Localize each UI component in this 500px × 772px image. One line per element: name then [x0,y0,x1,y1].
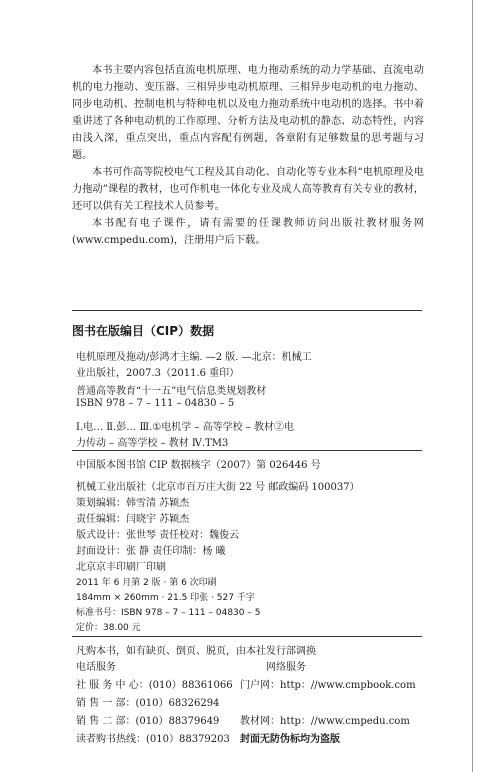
isbn-line: 标准书号：ISBN 978 – 7 – 111 – 04830 – 5 [76,608,261,618]
summary-paragraph-3: 本书配有电子课件，请有需要的任课教师访问出版社教材服务网(www.cmpedu.com)，注册用户后下载。 [72,218,424,246]
price-line: 定价：38.00 元 [76,623,141,633]
cip-bottom-divider [72,450,422,451]
layout-design-line: 版式设计：张世琴 责任校对：魏俊云 [76,530,240,541]
cip-line-5: Ⅰ.电… Ⅱ.彭… Ⅲ.①电机学 – 高等学校 – 教材②电 [76,422,294,433]
cip-line-1: 电机原理及拖动/彭鸿才主编. —2 版. —北京：机械工 [76,352,312,363]
responsible-editor-line: 责任编辑：闫晓宇 苏颖杰 [76,514,190,525]
publisher-line: 机械工业出版社（北京市百万庄大街 22 号 邮政编码 100037） [76,482,360,493]
summary-paragraph-1: 本书主要内容包括直流电机原理、电力拖动系统的动力学基础、直流电动机的电力拖动、变压器、三相异步电动机原理、三相异步电动机的电力拖动、同步电动机、控制电机与特种电机以及电力拖动系统中电动机的选择。书中着重讲述了各种电动机的工作原理、分析方法及电动机的静态、动态特性，内容由浅入深，重点突出，重点内容配有例题，各章附有足够数量的思考题与习题。 [72,65,424,161]
cip-line-4: ISBN 978 – 7 – 111 – 04830 – 5 [76,398,235,409]
printer-line: 北京京丰印刷厂印刷 [76,562,166,573]
textbook-site-line: 教材网：http：//www.cmpedu.com [240,716,410,727]
phone-service-title: 电话服务 [76,662,116,673]
phone-service-center: 社 服 务 中 心：(010）88361066 [76,680,233,691]
replacement-notice: 凡购本书，如有缺页、倒页、脱页，由本社发行部调换 [76,646,316,657]
phone-sales-1: 销 售 一 部：(010）68326294 [76,698,220,709]
cip-top-divider [72,310,422,311]
summary-paragraph-2: 本书可作高等院校电气工程及其自动化、自动化等专业本科“电机原理及电力拖动”课程的教材，也可作机电一体化专业及成人高等教育有关专业的教材，还可以供有关工程技术人员参考。 [72,167,424,212]
footer-divider [72,636,422,637]
cip-line-2: 业出版社，2007.3（2011.6 重印） [76,368,240,379]
edition-line: 2011 年 6 月第 2 版 · 第 6 次印刷 [76,578,217,588]
format-line: 184mm × 260mm · 21.5 印张 · 527 千字 [76,593,255,603]
phone-reader-hotline: 读者购书热线：(010）88379203 [76,734,230,745]
portal-site-line: 门户网：http：//www.cmpbook.com [240,680,416,691]
page-edge-line [472,0,473,772]
phone-sales-2: 销 售 二 部：(010）88379649 [76,716,220,727]
cip-line-6: 力传动 – 高等学校 – 教材 Ⅳ.TM3 [76,438,229,449]
anti-counterfeit-notice: 封面无防伪标均为盗版 [240,734,340,745]
cover-design-line: 封面设计：张 静 责任印制：杨 曦 [76,546,226,557]
net-service-title: 网络服务 [266,662,306,673]
planning-editor-line: 策划编辑：韩雪清 苏颖杰 [76,498,190,509]
cip-line-7: 中国版本图书馆 CIP 数据核字（2007）第 026446 号 [76,460,321,471]
cip-heading: 图书在版编目（CIP）数据 [72,324,215,338]
cip-line-3: 普通高等教育“十一五”电气信息类规划教材 [76,386,267,397]
